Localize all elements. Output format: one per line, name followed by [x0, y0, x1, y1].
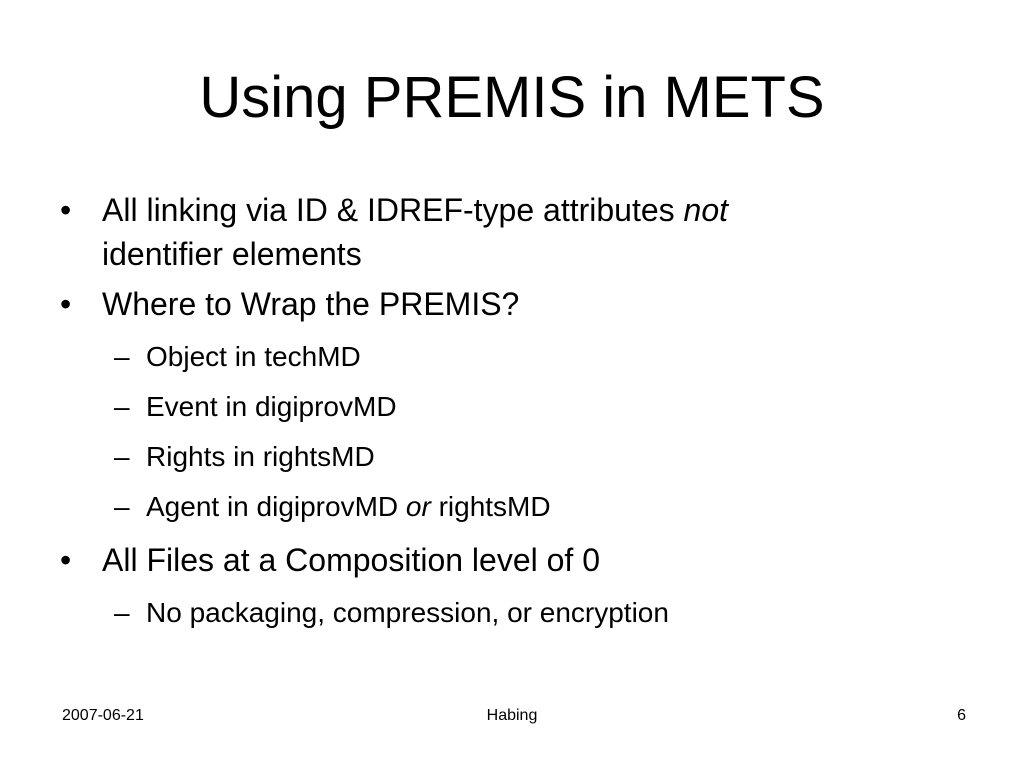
sub-bullet-marker: –: [114, 597, 130, 628]
bullet-text: Where to Wrap the PREMIS?: [102, 286, 520, 322]
sub-bullet-item: [60, 488, 960, 526]
bullet-text: All Files at a Composition level of 0: [102, 542, 600, 578]
sub-bullet-item: [60, 438, 960, 476]
bullet-item: [60, 282, 960, 326]
bullet-item: [60, 538, 960, 582]
bullet-emphasis: not: [683, 192, 729, 228]
bullet-text: All linking via ID & IDREF-type attributes: [102, 192, 684, 228]
sub-bullet-text: Agent in digiprovMD: [146, 491, 406, 522]
footer-date: 2007-06-21: [62, 707, 144, 724]
sub-bullet-text: Rights in rightsMD: [146, 441, 375, 472]
footer-page-number: 6: [957, 707, 966, 724]
footer-author: Habing: [486, 707, 538, 724]
bullet-list: [60, 188, 960, 644]
sub-bullet-emphasis: or: [405, 491, 431, 522]
sub-bullet-text: Object in techMD: [146, 341, 361, 372]
sub-bullet-marker: –: [114, 391, 130, 422]
bullet-marker: •: [60, 192, 72, 228]
sub-bullet-text: No packaging, compression, or encryption: [146, 597, 669, 628]
sub-bullet-text: Event in digiprovMD: [146, 391, 397, 422]
sub-bullet-item: [60, 338, 960, 376]
bullet-text-continued: identifier elements: [102, 236, 362, 272]
slide-title: Using PREMIS in METS: [199, 65, 825, 130]
sub-bullet-item: [60, 594, 960, 632]
sub-bullet-text-after: rightsMD: [430, 491, 551, 522]
sub-bullet-marker: –: [114, 441, 130, 472]
bullet-item: [60, 188, 960, 276]
bullet-marker: •: [60, 542, 72, 578]
sub-bullet-marker: –: [114, 341, 130, 372]
sub-bullet-marker: –: [114, 491, 130, 522]
bullet-marker: •: [60, 286, 72, 322]
sub-bullet-item: [60, 388, 960, 426]
